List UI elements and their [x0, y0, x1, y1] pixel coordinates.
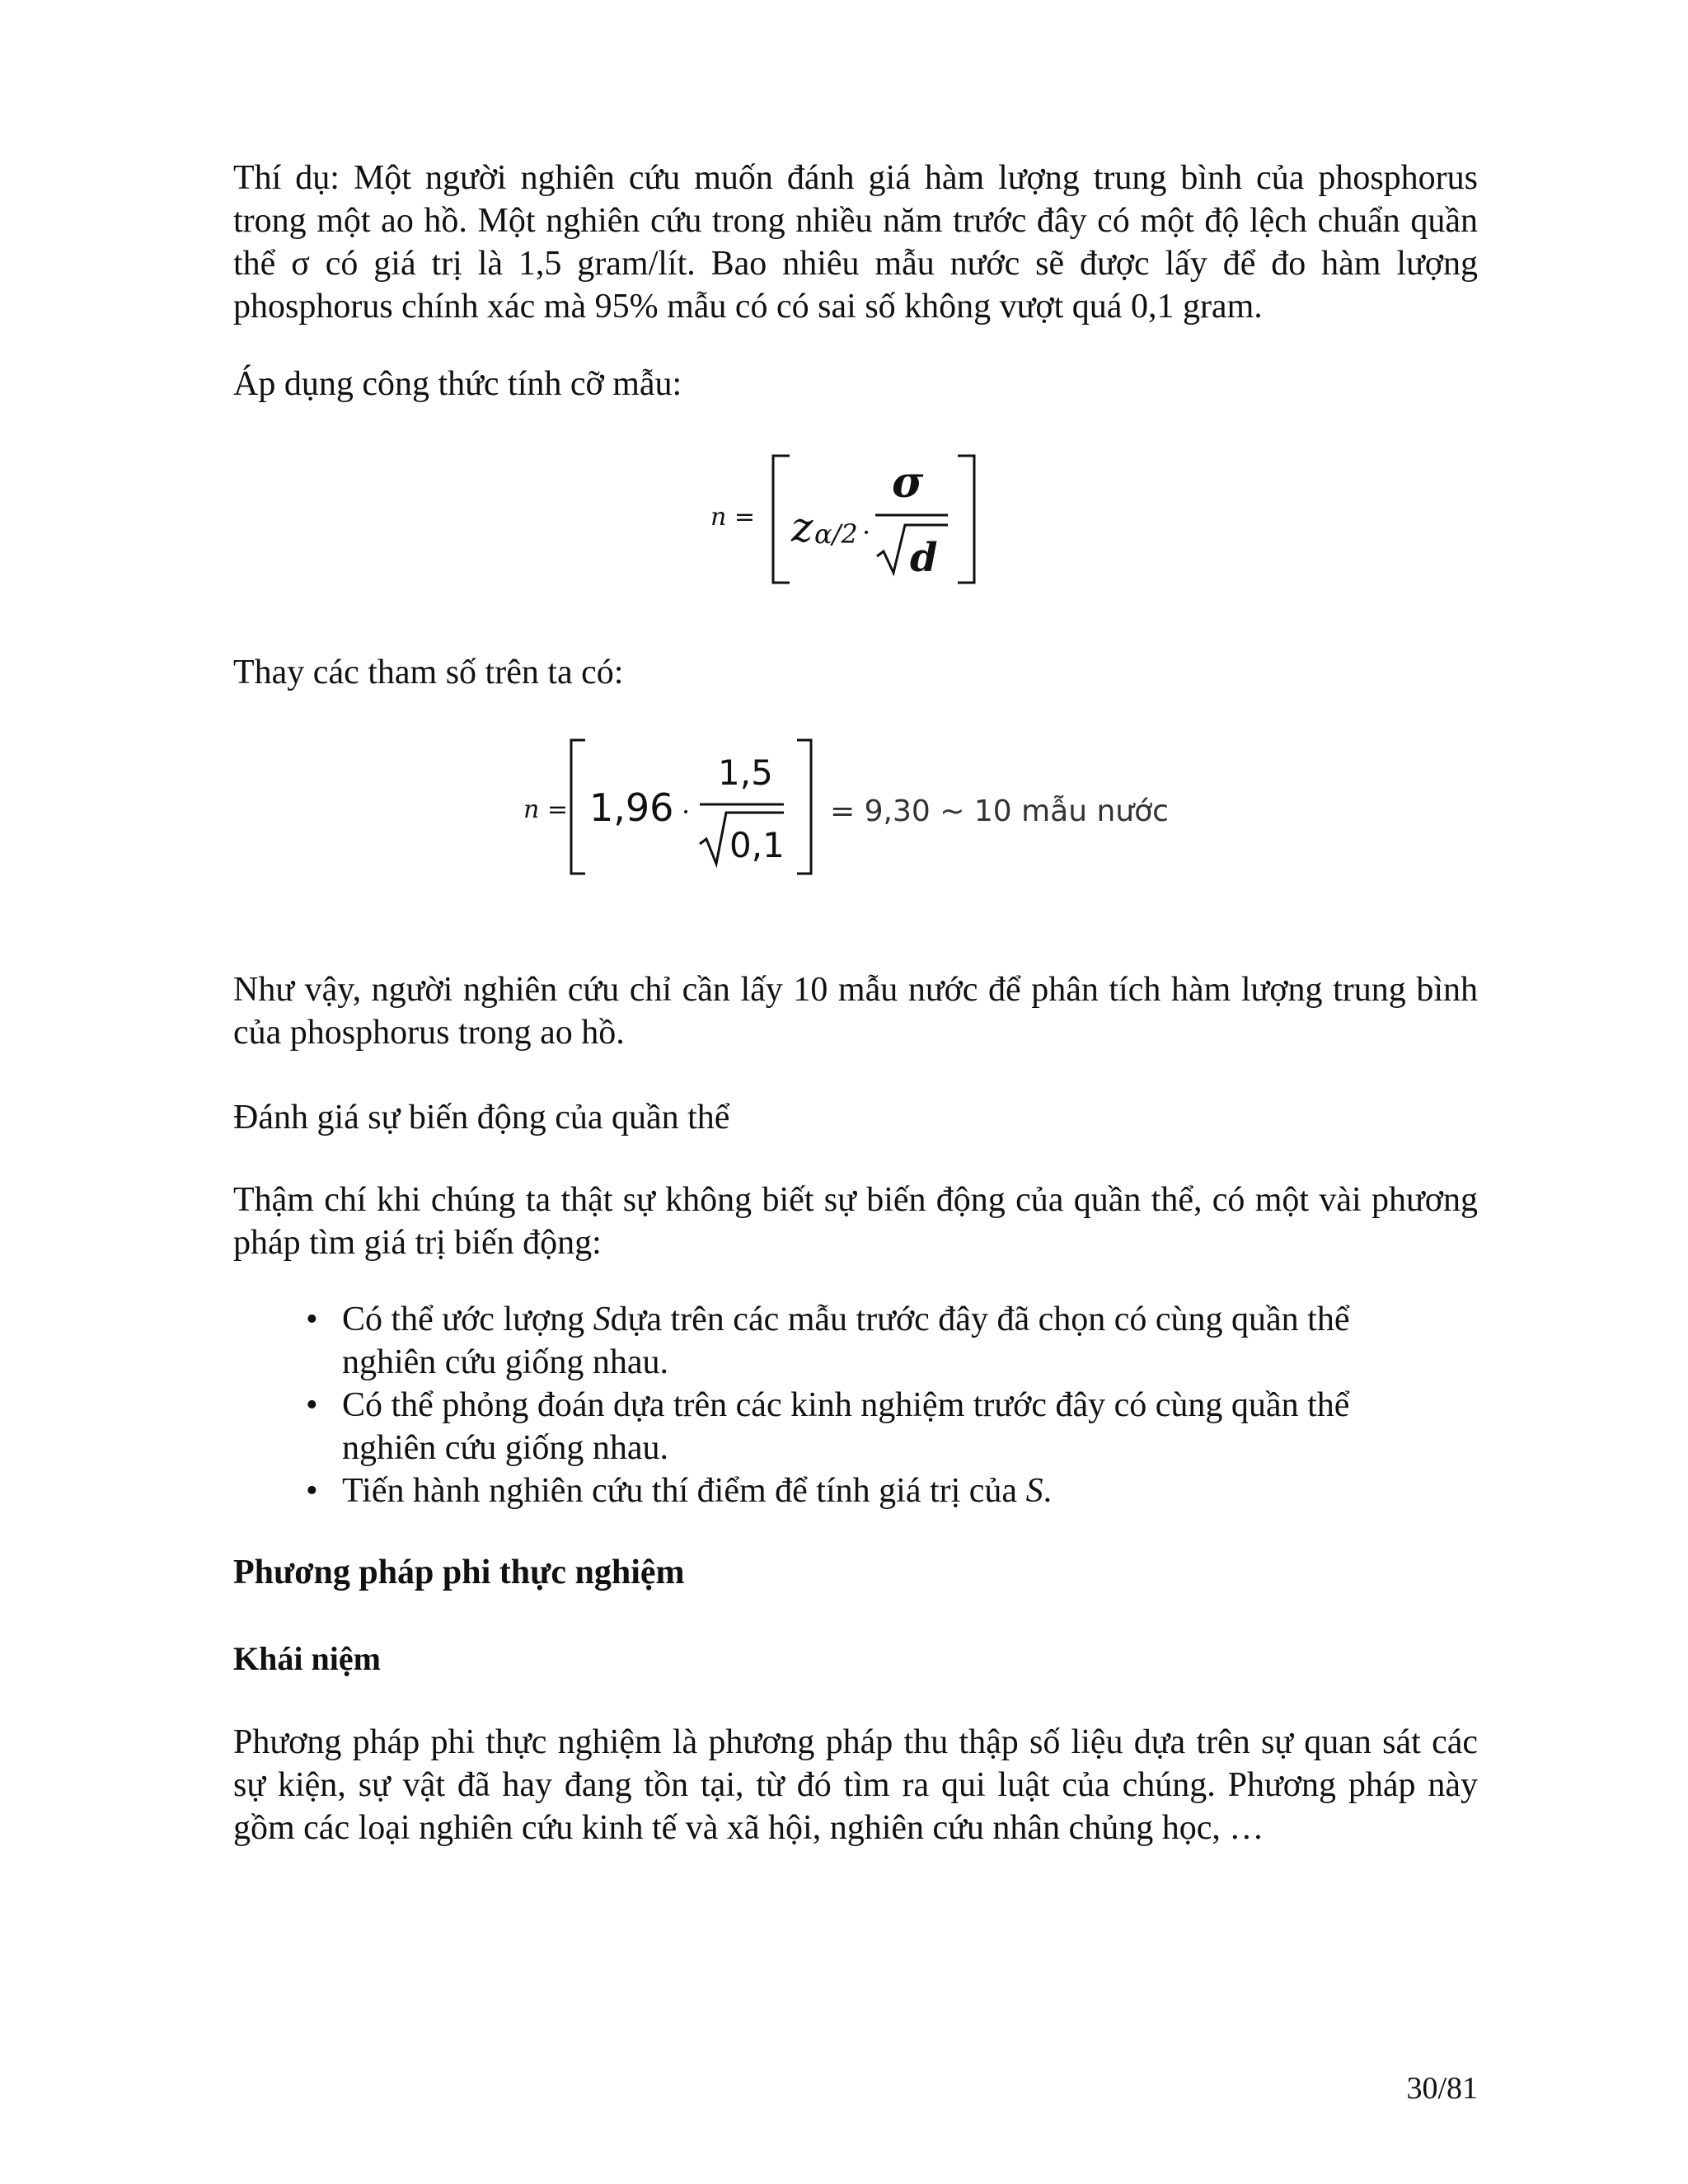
formula2-coefficient: 1,96	[589, 785, 674, 830]
formula1-denominator: d	[910, 535, 938, 581]
bullet-icon: •	[306, 1386, 318, 1424]
formula2-numerator: 1,5	[718, 752, 773, 793]
formula1-right-bracket	[958, 456, 974, 583]
page-number: 30/81	[1406, 2071, 1478, 2106]
formula2-lhs: n =	[523, 795, 568, 824]
sample-size-formula	[701, 449, 981, 589]
bullet-icon: •	[306, 1301, 318, 1338]
formula1-z: z	[791, 504, 814, 551]
formula2-dot: ·	[682, 796, 691, 827]
formula2-result: = 9,30 ~ 10 mẫu nước	[830, 794, 1169, 828]
apply-formula-text: Áp dụng công thức tính cỡ mẫu:	[233, 365, 682, 403]
bullet-icon: •	[306, 1472, 318, 1510]
formula1-numerator: σ	[892, 457, 924, 508]
formula2-denominator: 0,1	[729, 825, 785, 865]
substitute-text: Thay các tham số trên ta có:	[233, 654, 624, 691]
formula2-left-bracket	[571, 740, 585, 874]
formula1-dot: ·	[862, 517, 871, 548]
list-item: • Có thể ước lượng Sdựa trên các mẫu trước đây đã chọn có cùng quần thể nghiên cứu giống nhau.	[233, 1298, 1387, 1384]
list-item: • Tiến hành nghiên cứu thí điểm để tính giá trị của S.	[233, 1469, 1387, 1512]
formula1-subscript: α/2	[814, 518, 858, 550]
formula1-left-bracket	[773, 456, 790, 583]
conclusion-paragraph: Như vậy, người nghiên cứu chỉ cần lấy 10 mẫu nước để phân tích hàm lượng trung bình của phosphorus trong ao hồ.	[233, 971, 1478, 1052]
variation-methods-list	[233, 1298, 1387, 1512]
example-paragraph: Thí dụ: Một người nghiên cứu muốn đánh giá hàm lượng trung bình của phosphorus trong một ao hồ. Một nghiên cứu trong nhiều năm trước đây có một độ lệch chuẩn quần thể σ có giá trị là 1,5 gram/lít. Bao nhiêu mẫu nước sẽ được lấy để đo hàm lượng phosphorus chính xác mà 95% mẫu có có sai số không vượt quá 0,1 gram.	[233, 159, 1478, 326]
concept-paragraph: Phương pháp phi thực nghiệm là phương pháp thu thập số liệu dựa trên sự quan sát các sự kiện, sự vật đã hay đang tồn tại, từ đó tìm ra qui luật của chúng. Phương pháp này gồm các loại nghiên cứu kinh tế và xã hội, nghiên cứu nhân chủng học, …	[233, 1723, 1478, 1847]
variation-intro: Thậm chí khi chúng ta thật sự không biết sự biến động của quần thể, có một vài phương pháp tìm giá trị biến động:	[233, 1181, 1478, 1262]
variation-title: Đánh giá sự biến động của quần thể	[233, 1099, 730, 1137]
subsection-heading: Khái niệm	[233, 1640, 381, 1677]
formula1-lhs: n =	[710, 503, 755, 532]
substituted-formula	[507, 733, 1183, 882]
formula2-right-bracket	[797, 740, 811, 874]
section-heading: Phương pháp phi thực nghiệm	[233, 1554, 685, 1591]
list-item: • Có thể phỏng đoán dựa trên các kinh nghiệm trước đây có cùng quần thể nghiên cứu giống nhau.	[233, 1384, 1387, 1469]
